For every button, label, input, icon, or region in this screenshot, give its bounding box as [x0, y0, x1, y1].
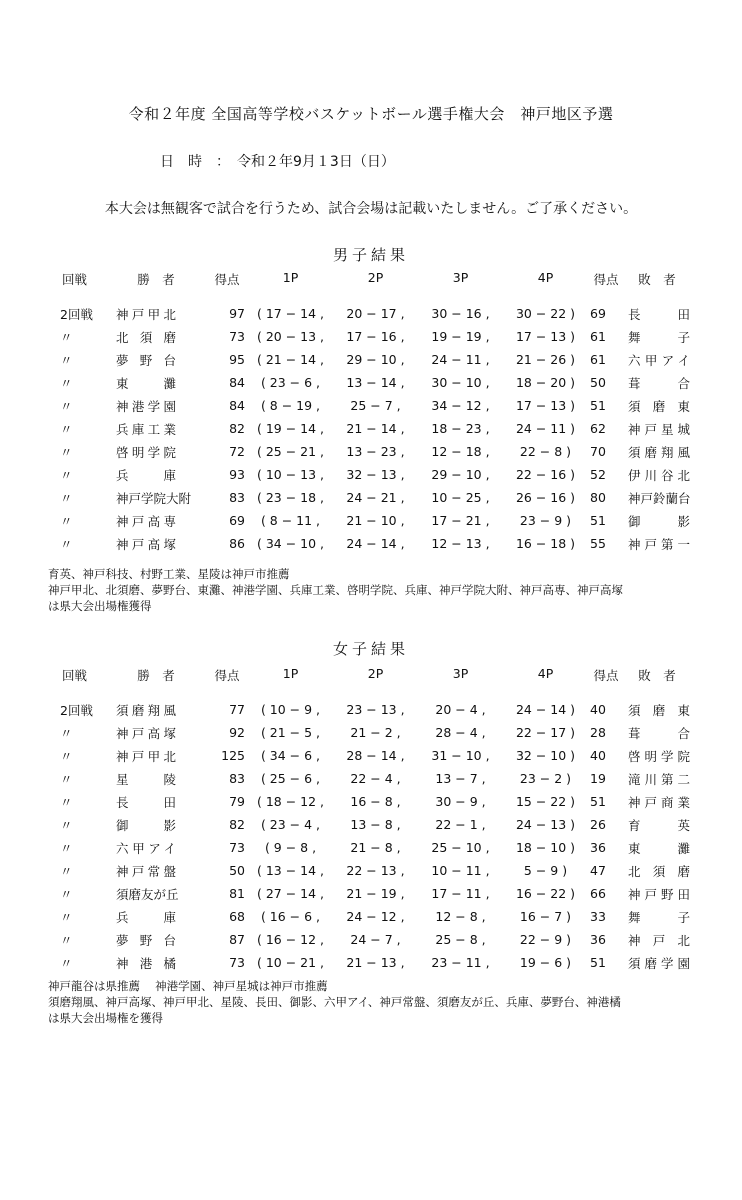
- header-p4: 4P: [537, 270, 554, 285]
- winner-name: 夢野台: [116, 932, 176, 948]
- table-header-row: [56, 660, 690, 698]
- table-row: [56, 302, 690, 325]
- period-1-score: ( 17 − 14 ,: [256, 306, 325, 321]
- loser-name: 舞子: [628, 329, 690, 345]
- round-cell: 〃: [60, 467, 73, 483]
- period-4-score: 26 − 16 ): [515, 490, 576, 505]
- period-2-score: 21 − 8 ,: [350, 840, 401, 855]
- winner-score: 83: [229, 771, 245, 786]
- winner-score: 86: [229, 536, 245, 551]
- loser-score: 52: [590, 467, 606, 482]
- loser-score: 40: [590, 702, 606, 717]
- table-row: [56, 951, 690, 974]
- loser-score: 47: [590, 863, 606, 878]
- winner-score: 97: [229, 306, 245, 321]
- table-row: [56, 325, 690, 348]
- winner-score: 50: [229, 863, 245, 878]
- header-p1: 1P: [282, 270, 299, 285]
- winner-name: 神戸高専: [116, 513, 176, 529]
- period-4-score: 17 − 13 ): [515, 329, 576, 344]
- header-loser-score: 得点: [593, 668, 619, 683]
- loser-name: 育英: [628, 817, 690, 833]
- note-line: 須磨翔風、神戸高塚、神戸甲北、星陵、長田、御影、六甲アイ、神戸常盤、須磨友が丘、兵庫、夢野台、神港橘: [48, 995, 621, 1009]
- period-3-score: 12 − 8 ,: [435, 909, 486, 924]
- table-row: [56, 509, 690, 532]
- period-2-score: 24 − 21 ,: [346, 490, 405, 505]
- period-1-score: ( 34 − 6 ,: [260, 748, 321, 763]
- loser-score: 66: [590, 886, 606, 901]
- period-2-score: 28 − 14 ,: [346, 748, 405, 763]
- period-4-score: 23 − 2 ): [519, 771, 572, 786]
- round-cell: 〃: [60, 536, 73, 552]
- winner-name: 啓明学院: [116, 444, 176, 460]
- period-2-score: 32 − 13 ,: [346, 467, 405, 482]
- period-3-score: 17 − 11 ,: [431, 886, 490, 901]
- loser-name: 神戸北: [628, 932, 690, 948]
- period-2-score: 16 − 8 ,: [350, 794, 401, 809]
- loser-score: 61: [590, 329, 606, 344]
- note-line: は県大会出場権獲得: [48, 599, 152, 613]
- table-row: [56, 463, 690, 486]
- loser-name: 北須磨: [628, 863, 690, 879]
- round-cell: 〃: [60, 955, 73, 971]
- period-4-score: 16 − 22 ): [515, 886, 576, 901]
- period-1-score: ( 20 − 13 ,: [256, 329, 325, 344]
- table-row: [56, 859, 690, 882]
- table-row: [56, 698, 690, 721]
- loser-score: 33: [590, 909, 606, 924]
- winner-name: 御影: [116, 817, 176, 833]
- loser-name: 六甲アイ: [628, 352, 690, 368]
- winner-name: 神戸甲北: [116, 748, 176, 764]
- table-row: [56, 417, 690, 440]
- winner-name: 長田: [116, 794, 176, 810]
- winner-name: 兵庫: [116, 467, 176, 483]
- period-3-score: 30 − 9 ,: [435, 794, 486, 809]
- period-4-score: 15 − 22 ): [515, 794, 576, 809]
- period-1-score: ( 21 − 5 ,: [260, 725, 321, 740]
- period-2-score: 13 − 8 ,: [350, 817, 401, 832]
- loser-name: 長田: [628, 306, 690, 322]
- period-3-score: 22 − 1 ,: [435, 817, 486, 832]
- period-3-score: 30 − 16 ,: [431, 306, 490, 321]
- round-cell: 〃: [60, 886, 73, 902]
- loser-score: 36: [590, 932, 606, 947]
- loser-score: 69: [590, 306, 606, 321]
- no-spectators-notice: 本大会は無観客で試合を行うため、試合会場は記載いたしません。ご了承ください。: [104, 201, 638, 217]
- winner-score: 79: [229, 794, 245, 809]
- period-1-score: ( 23 − 6 ,: [260, 375, 321, 390]
- loser-score: 28: [590, 725, 606, 740]
- winner-score: 77: [229, 702, 245, 717]
- winner-score: 73: [229, 840, 245, 855]
- loser-name: 葺合: [628, 725, 690, 741]
- round-cell: 〃: [60, 748, 73, 764]
- loser-name: 東灘: [628, 840, 690, 856]
- girls-results-note: [48, 978, 621, 1026]
- round-cell: 〃: [60, 421, 73, 437]
- round-cell: 〃: [60, 909, 73, 925]
- round-cell: 〃: [60, 490, 73, 506]
- loser-name: 須磨翔風: [628, 444, 690, 460]
- loser-score: 40: [590, 748, 606, 763]
- period-3-score: 23 − 11 ,: [431, 955, 490, 970]
- round-cell: 〃: [60, 863, 73, 879]
- round-cell: 〃: [60, 329, 73, 345]
- period-3-score: 28 − 4 ,: [435, 725, 486, 740]
- table-row: [56, 348, 690, 371]
- winner-name: 須磨友が丘: [116, 886, 179, 902]
- period-2-score: 21 − 10 ,: [346, 513, 405, 528]
- loser-name: 神戸商業: [628, 794, 690, 810]
- period-2-score: 22 − 13 ,: [346, 863, 405, 878]
- loser-score: 55: [590, 536, 606, 551]
- header-p1: 1P: [282, 666, 299, 681]
- table-row: [56, 532, 690, 555]
- round-cell: 〃: [60, 352, 73, 368]
- winner-name: 夢野台: [116, 352, 176, 368]
- winner-score: 82: [229, 817, 245, 832]
- winner-score: 87: [229, 932, 245, 947]
- winner-score: 73: [229, 329, 245, 344]
- round-cell: 〃: [60, 794, 73, 810]
- table-row: [56, 836, 690, 859]
- period-4-score: 18 − 20 ): [515, 375, 576, 390]
- period-3-score: 12 − 18 ,: [431, 444, 490, 459]
- period-3-score: 10 − 25 ,: [431, 490, 490, 505]
- header-winner-score: 得点: [214, 272, 240, 287]
- period-4-score: 24 − 11 ): [515, 421, 576, 436]
- winner-score: 84: [229, 398, 245, 413]
- period-2-score: 23 − 13 ,: [346, 702, 405, 717]
- header-winner: 勝 者: [137, 668, 175, 683]
- period-2-score: 21 − 2 ,: [350, 725, 401, 740]
- table-row: [56, 928, 690, 951]
- loser-score: 51: [590, 513, 606, 528]
- header-p3: 3P: [452, 270, 469, 285]
- round-cell: 〃: [60, 725, 73, 741]
- period-2-score: 24 − 7 ,: [350, 932, 401, 947]
- round-cell: 2回戦: [60, 702, 93, 718]
- period-1-score: ( 10 − 13 ,: [256, 467, 325, 482]
- winner-name: 神戸甲北: [116, 306, 176, 322]
- header-p2: 2P: [367, 666, 384, 681]
- period-3-score: 19 − 19 ,: [431, 329, 490, 344]
- period-1-score: ( 16 − 12 ,: [256, 932, 325, 947]
- period-4-score: 5 − 9 ): [523, 863, 568, 878]
- period-4-score: 22 − 9 ): [519, 932, 572, 947]
- winner-name: 東灘: [116, 375, 176, 391]
- winner-name: 星陵: [116, 771, 176, 787]
- loser-name: 須磨東: [628, 398, 690, 414]
- period-4-score: 19 − 6 ): [519, 955, 572, 970]
- winner-name: 六甲アイ: [116, 840, 176, 856]
- header-loser: 敗 者: [638, 272, 676, 287]
- period-2-score: 29 − 10 ,: [346, 352, 405, 367]
- period-3-score: 13 − 7 ,: [435, 771, 486, 786]
- period-2-score: 21 − 19 ,: [346, 886, 405, 901]
- period-4-score: 32 − 10 ): [515, 748, 576, 763]
- period-3-score: 31 − 10 ,: [431, 748, 490, 763]
- winner-score: 84: [229, 375, 245, 390]
- winner-score: 68: [229, 909, 245, 924]
- girls-results-table: [56, 660, 690, 974]
- loser-score: 70: [590, 444, 606, 459]
- period-4-score: 24 − 13 ): [515, 817, 576, 832]
- loser-score: 61: [590, 352, 606, 367]
- winner-name: 兵庫工業: [116, 421, 176, 437]
- header-loser: 敗 者: [638, 668, 676, 683]
- header-round: 回戦: [62, 668, 88, 683]
- loser-name: 舞子: [628, 909, 690, 925]
- period-2-score: 20 − 17 ,: [346, 306, 405, 321]
- period-3-score: 24 − 11 ,: [431, 352, 490, 367]
- period-2-score: 21 − 14 ,: [346, 421, 405, 436]
- period-1-score: ( 18 − 12 ,: [256, 794, 325, 809]
- period-1-score: ( 10 − 9 ,: [260, 702, 321, 717]
- period-2-score: 17 − 16 ,: [346, 329, 405, 344]
- period-2-score: 24 − 14 ,: [346, 536, 405, 551]
- table-row: [56, 394, 690, 417]
- period-3-score: 34 − 12 ,: [431, 398, 490, 413]
- winner-score: 82: [229, 421, 245, 436]
- loser-name: 須磨東: [628, 702, 690, 718]
- header-winner-score: 得点: [214, 668, 240, 683]
- round-cell: 〃: [60, 840, 73, 856]
- period-3-score: 12 − 13 ,: [431, 536, 490, 551]
- period-2-score: 22 − 4 ,: [350, 771, 401, 786]
- round-cell: 〃: [60, 513, 73, 529]
- table-row: [56, 371, 690, 394]
- period-1-score: ( 9 − 8 ,: [264, 840, 317, 855]
- period-1-score: ( 19 − 14 ,: [256, 421, 325, 436]
- loser-score: 80: [590, 490, 606, 505]
- table-header-row: [56, 264, 690, 302]
- loser-name: 御影: [628, 513, 690, 529]
- winner-score: 69: [229, 513, 245, 528]
- winner-name: 神戸常盤: [116, 863, 176, 879]
- table-row: [56, 744, 690, 767]
- boys-results-note: [48, 566, 623, 614]
- header-p3: 3P: [452, 666, 469, 681]
- period-4-score: 24 − 14 ): [515, 702, 576, 717]
- period-4-score: 23 − 9 ): [519, 513, 572, 528]
- winner-name: 神戸学院大附: [116, 490, 192, 506]
- period-1-score: ( 21 − 14 ,: [256, 352, 325, 367]
- period-3-score: 20 − 4 ,: [435, 702, 486, 717]
- round-cell: 2回戦: [60, 306, 93, 322]
- header-winner: 勝 者: [137, 272, 175, 287]
- winner-score: 125: [221, 748, 245, 763]
- event-datetime: 日 時 ： 令和２年9月１3日（日）: [160, 154, 395, 170]
- period-3-score: 30 − 10 ,: [431, 375, 490, 390]
- loser-name: 神戸第一: [628, 536, 690, 552]
- loser-score: 19: [590, 771, 606, 786]
- round-cell: 〃: [60, 398, 73, 414]
- girls-results-title: 女子結果: [332, 640, 409, 658]
- round-cell: 〃: [60, 817, 73, 833]
- winner-name: 神戸高塚: [116, 536, 176, 552]
- winner-name: 神港学園: [116, 398, 176, 414]
- loser-score: 26: [590, 817, 606, 832]
- period-3-score: 29 − 10 ,: [431, 467, 490, 482]
- period-1-score: ( 16 − 6 ,: [260, 909, 321, 924]
- period-1-score: ( 23 − 4 ,: [260, 817, 321, 832]
- loser-score: 51: [590, 955, 606, 970]
- table-row: [56, 721, 690, 744]
- header-round: 回戦: [62, 272, 88, 287]
- period-3-score: 18 − 23 ,: [431, 421, 490, 436]
- round-cell: 〃: [60, 932, 73, 948]
- period-1-score: ( 8 − 19 ,: [260, 398, 321, 413]
- header-loser-score: 得点: [593, 272, 619, 287]
- table-row: [56, 790, 690, 813]
- winner-score: 72: [229, 444, 245, 459]
- loser-name: 伊川谷北: [628, 467, 690, 483]
- loser-name: 滝川第二: [628, 771, 690, 787]
- period-4-score: 21 − 26 ): [515, 352, 576, 367]
- round-cell: 〃: [60, 375, 73, 391]
- period-3-score: 25 − 8 ,: [435, 932, 486, 947]
- loser-name: 神戸鈴蘭台: [628, 490, 691, 506]
- period-4-score: 16 − 18 ): [515, 536, 576, 551]
- header-p4: 4P: [537, 666, 554, 681]
- period-4-score: 18 − 10 ): [515, 840, 576, 855]
- winner-name: 北須磨: [116, 329, 176, 345]
- loser-score: 51: [590, 398, 606, 413]
- loser-name: 啓明学院: [628, 748, 690, 764]
- loser-name: 葺合: [628, 375, 690, 391]
- winner-name: 兵庫: [116, 909, 176, 925]
- loser-score: 51: [590, 794, 606, 809]
- period-4-score: 17 − 13 ): [515, 398, 576, 413]
- period-2-score: 13 − 14 ,: [346, 375, 405, 390]
- winner-score: 83: [229, 490, 245, 505]
- table-row: [56, 882, 690, 905]
- round-cell: 〃: [60, 444, 73, 460]
- header-p2: 2P: [367, 270, 384, 285]
- period-1-score: ( 13 − 14 ,: [256, 863, 325, 878]
- period-4-score: 30 − 22 ): [515, 306, 576, 321]
- winner-score: 93: [229, 467, 245, 482]
- winner-score: 95: [229, 352, 245, 367]
- note-line: 神戸甲北、北須磨、夢野台、東灘、神港学園、兵庫工業、啓明学院、兵庫、神戸学院大附、神戸高専、神戸高塚: [48, 583, 623, 597]
- period-4-score: 22 − 17 ): [515, 725, 576, 740]
- loser-name: 神戸野田: [628, 886, 690, 902]
- period-2-score: 24 − 12 ,: [346, 909, 405, 924]
- period-1-score: ( 10 − 21 ,: [256, 955, 325, 970]
- table-row: [56, 440, 690, 463]
- table-row: [56, 813, 690, 836]
- period-1-score: ( 34 − 10 ,: [256, 536, 325, 551]
- period-4-score: 22 − 8 ): [519, 444, 572, 459]
- period-3-score: 17 − 21 ,: [431, 513, 490, 528]
- loser-score: 50: [590, 375, 606, 390]
- page-title: 令和２年度 全国高等学校バスケットボール選手権大会 神戸地区予選: [128, 105, 614, 123]
- winner-name: 須磨翔風: [116, 702, 176, 718]
- boys-results-table: [56, 264, 690, 555]
- period-1-score: ( 23 − 18 ,: [256, 490, 325, 505]
- period-1-score: ( 25 − 21 ,: [256, 444, 325, 459]
- boys-results-title: 男子結果: [332, 246, 409, 264]
- table-row: [56, 905, 690, 928]
- period-3-score: 25 − 10 ,: [431, 840, 490, 855]
- period-1-score: ( 27 − 14 ,: [256, 886, 325, 901]
- note-line: は県大会出場権を獲得: [48, 1011, 163, 1025]
- winner-score: 92: [229, 725, 245, 740]
- winner-score: 73: [229, 955, 245, 970]
- period-1-score: ( 25 − 6 ,: [260, 771, 321, 786]
- loser-score: 62: [590, 421, 606, 436]
- period-2-score: 13 − 23 ,: [346, 444, 405, 459]
- loser-name: 須磨学園: [628, 955, 690, 971]
- period-3-score: 10 − 11 ,: [431, 863, 490, 878]
- table-row: [56, 767, 690, 790]
- note-line: 育英、神戸科技、村野工業、星陵は神戸市推薦: [48, 567, 290, 581]
- winner-name: 神戸高塚: [116, 725, 176, 741]
- table-row: [56, 486, 690, 509]
- loser-name: 神戸星城: [628, 421, 690, 437]
- period-4-score: 22 − 16 ): [515, 467, 576, 482]
- round-cell: 〃: [60, 771, 73, 787]
- loser-score: 36: [590, 840, 606, 855]
- period-1-score: ( 8 − 11 ,: [260, 513, 321, 528]
- period-2-score: 21 − 13 ,: [346, 955, 405, 970]
- period-2-score: 25 − 7 ,: [350, 398, 401, 413]
- winner-name: 神港橘: [116, 955, 176, 971]
- winner-score: 81: [229, 886, 245, 901]
- note-line: 神戸龍谷は県推薦 神港学園、神戸星城は神戸市推薦: [48, 979, 328, 993]
- period-4-score: 16 − 7 ): [519, 909, 572, 924]
